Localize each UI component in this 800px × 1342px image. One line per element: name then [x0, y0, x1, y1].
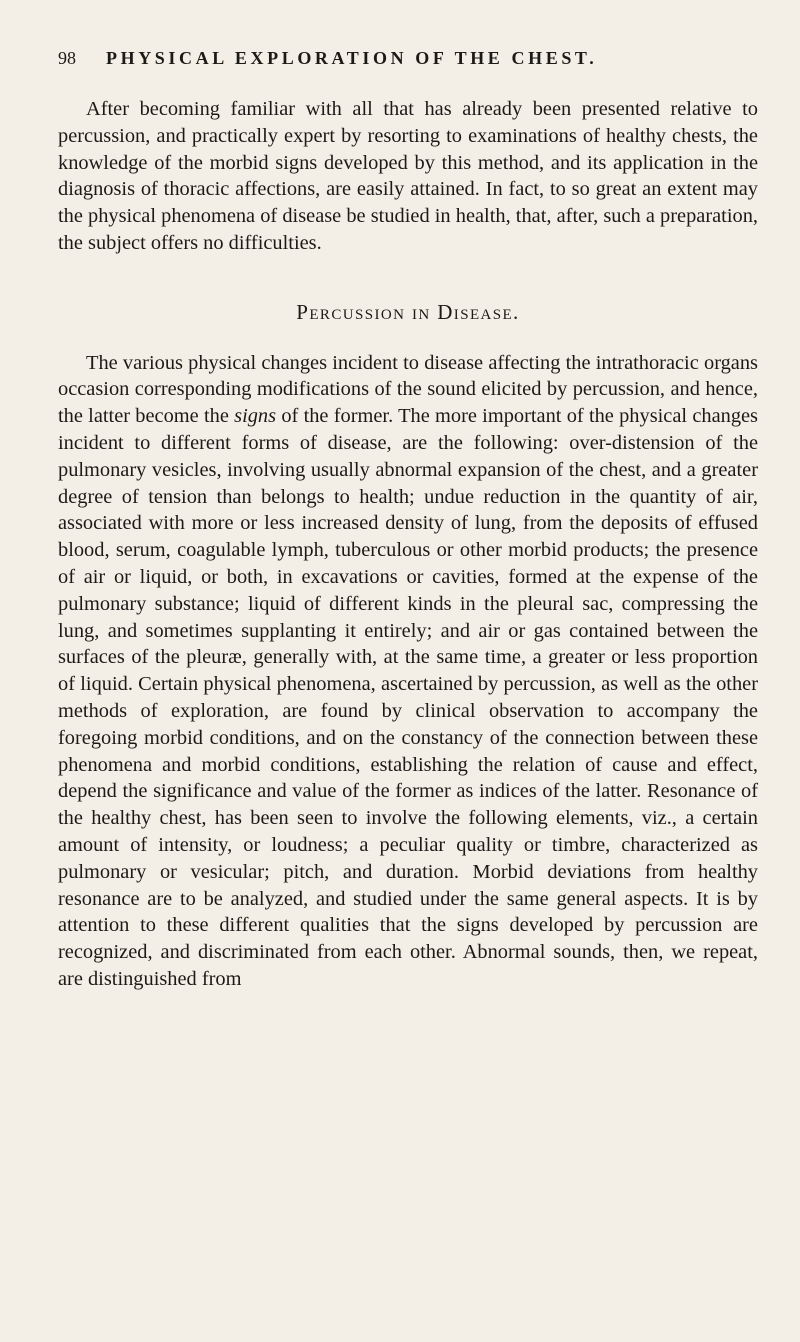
- paragraph-intro: After becoming familiar with all that has already been presented relative to percussion, and practically expert by resorting to examinations of healthy chests, the knowledge of the morbid signs developed by this method, and its application in the diagnosis of thoracic affections, are easily attained. In fact, to so great an extent may the physical phenomena of disease be studied in health, that, after, such a preparation, the subject offers no difficulties.: [58, 98, 758, 254]
- section-heading: Percussion in Disease.: [296, 299, 520, 324]
- emphasis-signs: signs: [234, 405, 277, 428]
- running-title: PHYSICAL EXPLORATION OF THE CHEST.: [106, 48, 598, 68]
- paragraph-text-b: of the former. The more important of the physical changes incident to different forms of disease, are the following: over-distension of the pulmonary vesicles, involving usually abnormal expansion of the chest, and a greater degree of tension than belongs to health; undue reduction in the quantity of air, associated with more or less increased density of lung, from the deposits of effused blood, serum, coagulable lymph, tuberculous or other morbid products; the presence of air or liquid, or both, in excavations or cavities, formed at the expense of the pulmonary substance; liquid of different kinds in the pleural sac, compressing the lung, and sometimes supplanting it entirely; and air or gas contained between the surfaces of the pleuræ, generally with, at the same time, a greater or less proportion of liquid. Certain physical phenomena, ascertained by percussion, as well as the other methods of exploration, are found by clinical observation to accompany the foregoing morbid conditions, and on the constancy of the connection between these phenomena and morbid conditions, establishing the relation of cause and effect, depend the significance and value of the former as indices of the latter. Resonance of the healthy chest, has been seen to involve the following elements, viz., a certain amount of intensity, or loudness; a peculiar quality or timbre, characterized as pulmonary or vesicular; pitch, and duration. Morbid deviations from healthy resonance are to be analyzed, and studied under the same general aspects. It is by attention to these different qualities that the signs developed by percussion are recognized, and discriminated from each other. Abnormal sounds, then, we repeat, are distinguished from: [58, 405, 758, 990]
- paragraph-text-a: The various physical changes incident to disease affecting the intrathoracic organs occasion corresponding modifications of the sound elicited by percussion, and hence, the latter become the: [58, 351, 758, 428]
- body-text: [58, 96, 758, 993]
- running-head: [58, 48, 758, 74]
- page-number: 98: [58, 48, 76, 68]
- paragraph-percussion-in-disease: [58, 350, 758, 993]
